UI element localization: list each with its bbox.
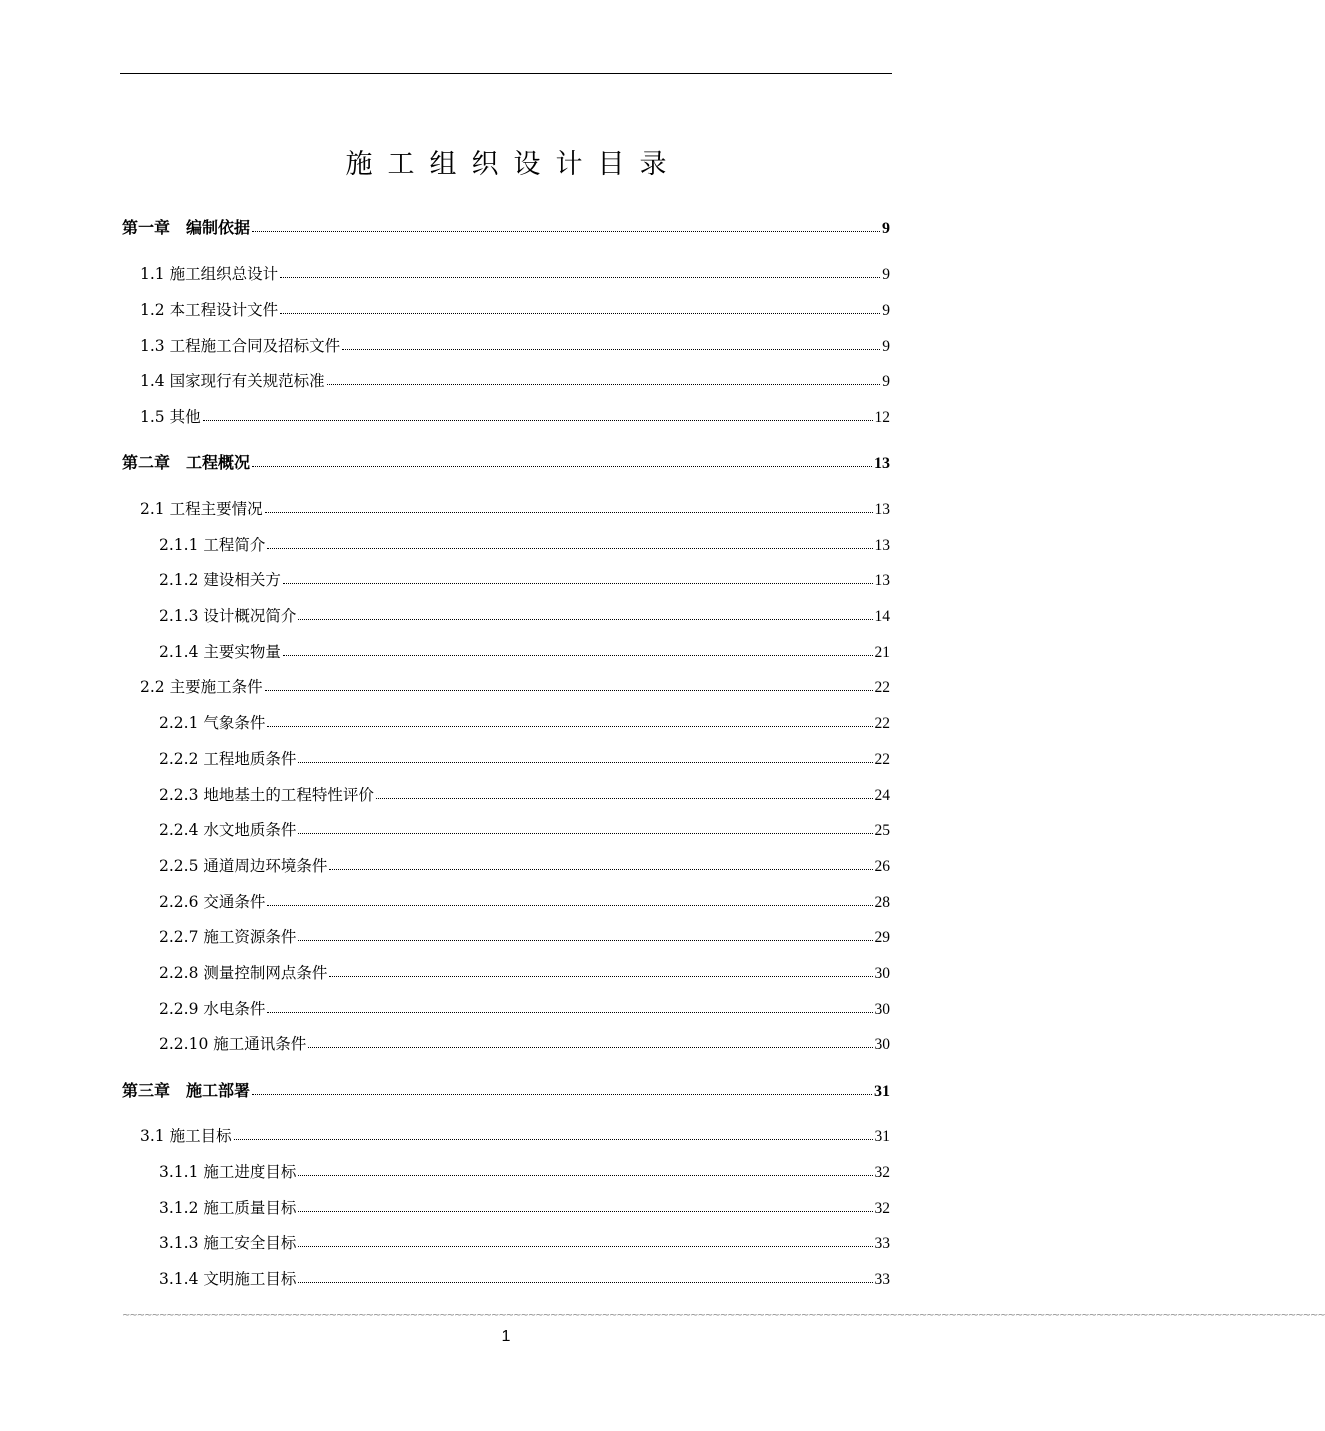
toc-chapter-entry[interactable] — [122, 452, 890, 474]
toc-entry-title: 3.1.1 施工进度目标 — [159, 1163, 297, 1181]
toc-dot-leader — [267, 726, 872, 727]
toc-page-number: 30 — [874, 965, 890, 982]
toc-entry-title: 3.1.4 文明施工目标 — [159, 1270, 297, 1288]
toc-page-number: 9 — [882, 302, 890, 319]
toc-page-number: 30 — [874, 1036, 890, 1053]
toc-entry-title: 2.1 工程主要情况 — [140, 500, 263, 518]
toc-entry[interactable] — [159, 998, 890, 1020]
toc-page-number: 33 — [874, 1235, 890, 1252]
toc-entry-title: 2.2.9 水电条件 — [159, 1000, 266, 1018]
toc-entry[interactable] — [159, 748, 890, 770]
toc-entry-title: 2.2.2 工程地质条件 — [159, 750, 297, 768]
toc-entry[interactable] — [159, 1197, 890, 1219]
toc-entry[interactable] — [140, 1125, 890, 1147]
toc-entry-title: 第三章 施工部署 — [122, 1081, 251, 1100]
toc-page-number: 31 — [874, 1128, 890, 1145]
toc-dot-leader — [267, 548, 872, 549]
toc-chapter-entry[interactable] — [122, 217, 890, 239]
toc-entry[interactable] — [140, 299, 890, 321]
toc-dot-leader — [267, 905, 872, 906]
toc-entry-title: 3.1.2 施工质量目标 — [159, 1199, 297, 1217]
toc-page-number: 28 — [874, 894, 890, 911]
toc-dot-leader — [342, 349, 880, 350]
toc-dot-leader — [283, 655, 873, 656]
toc-entry[interactable] — [159, 784, 890, 806]
toc-dot-leader — [376, 798, 873, 799]
toc-page-number: 13 — [874, 537, 890, 554]
toc-dot-leader — [265, 690, 873, 691]
toc-entry-title: 2.2.8 测量控制网点条件 — [159, 964, 328, 982]
toc-entry-title: 2.2.6 交通条件 — [159, 893, 266, 911]
toc-page-number: 33 — [874, 1271, 890, 1288]
toc-dot-leader — [252, 1094, 872, 1095]
toc-entry-title: 2.2.5 通道周边环境条件 — [159, 857, 328, 875]
toc-page-number: 13 — [874, 501, 890, 518]
toc-entry[interactable] — [140, 335, 890, 357]
toc-entry[interactable] — [159, 605, 890, 627]
toc-entry[interactable] — [159, 1232, 890, 1254]
toc-entry-title: 1.1 施工组织总设计 — [140, 265, 279, 283]
toc-page-number: 22 — [874, 751, 890, 768]
toc-dot-leader — [234, 1139, 873, 1140]
toc-entry-title: 2.1.4 主要实物量 — [159, 643, 281, 661]
toc-dot-leader — [298, 833, 872, 834]
toc-page-number: 29 — [874, 929, 890, 946]
toc-page-number: 32 — [874, 1164, 890, 1181]
toc-entry-title: 2.1.2 建设相关方 — [159, 571, 281, 589]
toc-entry[interactable] — [140, 370, 890, 392]
toc-entry-title: 3.1 施工目标 — [140, 1127, 232, 1145]
toc-dot-leader — [298, 1175, 872, 1176]
toc-page-number: 13 — [874, 455, 890, 472]
toc-entry[interactable] — [159, 855, 890, 877]
toc-entry-title: 2.1.3 设计概况简介 — [159, 607, 297, 625]
toc-entry-title: 1.4 国家现行有关规范标准 — [140, 372, 325, 390]
footer-wave-divider: ~~~~~~~~~~~~~~~~~~~~~~~~~~~~~~~~~~~~~~~~~~~~~~~~~~~~~~~~~~~~~~~~~~~~~~~~~~~~~~~~~~~~~~~~~~~~~~~~~~~~~~~~~~~~~~~~~~~~~~~~~~~~~~~~~~~~~~~~~~~~~~~~~~~~~~~~~~~~~~~~~~~ — [122, 1310, 1325, 1321]
toc-entry[interactable] — [159, 819, 890, 841]
toc-page-number: 12 — [874, 409, 890, 426]
toc-entry-title: 2.2.7 施工资源条件 — [159, 928, 297, 946]
toc-entry[interactable] — [159, 926, 890, 948]
toc-page-number: 21 — [874, 644, 890, 661]
toc-dot-leader — [252, 231, 880, 232]
toc-entry-title: 1.2 本工程设计文件 — [140, 301, 279, 319]
toc-entry-title: 2.2.4 水文地质条件 — [159, 821, 297, 839]
toc-dot-leader — [267, 1012, 872, 1013]
toc-page-number: 24 — [874, 787, 890, 804]
toc-dot-leader — [252, 466, 872, 467]
toc-entry-title: 1.3 工程施工合同及招标文件 — [140, 337, 341, 355]
toc-dot-leader — [298, 940, 872, 941]
page-number: 1 — [501, 1328, 511, 1345]
toc-dot-leader — [308, 1047, 872, 1048]
toc-entry[interactable] — [159, 891, 890, 913]
toc-dot-leader — [329, 869, 872, 870]
toc-page-number: 32 — [874, 1200, 890, 1217]
toc-page-number: 22 — [874, 715, 890, 732]
toc-entry[interactable] — [159, 962, 890, 984]
toc-dot-leader — [329, 976, 872, 977]
toc-page-number: 25 — [874, 822, 890, 839]
toc-page-number: 31 — [874, 1083, 890, 1100]
toc-dot-leader — [265, 512, 873, 513]
toc-entry[interactable] — [140, 263, 890, 285]
toc-page-number: 9 — [882, 338, 890, 355]
toc-dot-leader — [283, 583, 873, 584]
toc-dot-leader — [280, 277, 880, 278]
toc-dot-leader — [298, 762, 872, 763]
toc-entry-title: 2.2 主要施工条件 — [140, 678, 263, 696]
toc-entry[interactable] — [159, 569, 890, 591]
page-title: 施工组织设计目录 — [345, 149, 682, 180]
toc-entry-title: 2.2.10 施工通讯条件 — [159, 1035, 307, 1053]
toc-dot-leader — [298, 1211, 872, 1212]
toc-entry[interactable] — [140, 406, 890, 428]
toc-page-number: 22 — [874, 679, 890, 696]
toc-entry-title: 1.5 其他 — [140, 408, 201, 426]
toc-dot-leader — [298, 1246, 872, 1247]
toc-entry-title: 第二章 工程概况 — [122, 453, 251, 472]
toc-dot-leader — [298, 1282, 872, 1283]
toc-page-number: 26 — [874, 858, 890, 875]
toc-page-number: 13 — [874, 572, 890, 589]
toc-page-number: 9 — [882, 373, 890, 390]
toc-entry-title: 2.1.1 工程简介 — [159, 536, 266, 554]
toc-entry[interactable] — [159, 534, 890, 556]
toc-entry-title: 2.2.1 气象条件 — [159, 714, 266, 732]
toc-page-number: 14 — [874, 608, 890, 625]
toc-dot-leader — [280, 313, 880, 314]
toc-entry[interactable] — [159, 1268, 890, 1290]
toc-dot-leader — [327, 384, 881, 385]
toc-page-number: 30 — [874, 1001, 890, 1018]
toc-page-number: 9 — [882, 266, 890, 283]
toc-entry[interactable] — [159, 712, 890, 734]
toc-entry[interactable] — [159, 1033, 890, 1055]
toc-entry[interactable] — [159, 1161, 890, 1183]
toc-entry[interactable] — [140, 676, 890, 698]
toc-dot-leader — [298, 619, 872, 620]
toc-dot-leader — [203, 420, 873, 421]
toc-entry-title: 2.2.3 地地基土的工程特性评价 — [159, 786, 374, 804]
toc-page-number: 9 — [882, 220, 890, 237]
toc-chapter-entry[interactable] — [122, 1080, 890, 1102]
header-rule — [120, 73, 892, 74]
toc-entry-title: 3.1.3 施工安全目标 — [159, 1234, 297, 1252]
toc-entry[interactable] — [140, 498, 890, 520]
toc-entry[interactable] — [159, 641, 890, 663]
toc-entry-title: 第一章 编制依据 — [122, 218, 251, 237]
